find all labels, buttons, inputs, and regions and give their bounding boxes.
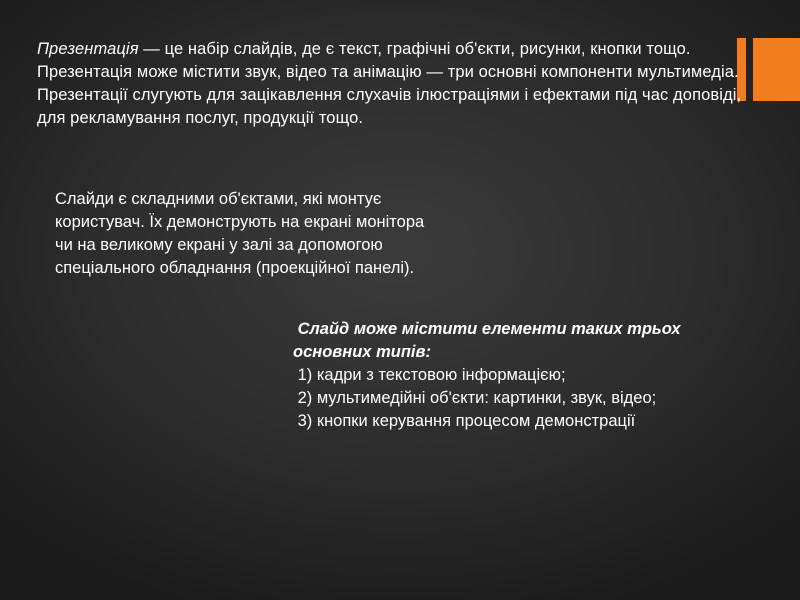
- intro-text-block: [37, 38, 772, 130]
- intro-purpose: Презентації слугують для зацікавлення слухачів ілюстраціями і ефектами під час доповіді, для рекламування послуг, продукції тощо.: [37, 86, 742, 127]
- intro-definition-text: — це набір слайдів, де є текст, графічні об'єкти, рисунки, кнопки тощо. Презентація може містити звук, відео та анімацію — три основні компоненти мультимедіа.: [37, 40, 739, 81]
- element-types-block: [293, 318, 713, 433]
- intro-definition: [37, 38, 772, 84]
- element-types-item-3: 3) кнопки керування процесом демонстрації: [293, 412, 636, 430]
- element-types-item-1: 1) кадри з текстовою інформацією;: [293, 366, 566, 384]
- element-types-heading: Слайд може містити елементи таких трьох основних типів:: [293, 320, 686, 361]
- intro-term: Презентація: [37, 40, 139, 58]
- element-types-item-2: 2) мультимедійні об'єкти: картинки, звук, відео;: [293, 389, 657, 407]
- slides-description: Слайди є складними об'єктами, які монтує користувач. Їх демонструють на екрані монітора чи на великому екрані у залі за допомогою спеціального обладнання (проекційної панелі).: [55, 190, 425, 277]
